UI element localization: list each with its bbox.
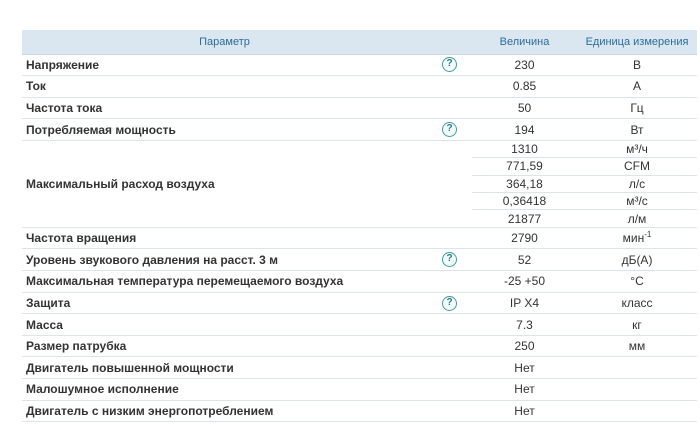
help-icon[interactable]: ? bbox=[442, 296, 457, 311]
param-name: Защита bbox=[22, 292, 427, 314]
param-name: Малошумное исполнение bbox=[22, 378, 427, 400]
param-unit: Вт bbox=[577, 119, 697, 141]
param-name: Двигатель повышенной мощности bbox=[22, 357, 427, 379]
param-value: 771,59 bbox=[472, 158, 577, 175]
param-unit bbox=[577, 400, 697, 422]
param-value: Нет bbox=[472, 400, 577, 422]
header-unit: Единица измерения bbox=[577, 30, 697, 54]
row-low-noise bbox=[22, 378, 697, 400]
param-unit: CFM bbox=[577, 158, 697, 175]
row-protection bbox=[22, 292, 697, 314]
param-value: Нет bbox=[472, 357, 577, 379]
param-unit: м³/с bbox=[577, 193, 697, 210]
param-unit: м³/ч bbox=[577, 140, 697, 157]
param-unit: А bbox=[577, 76, 697, 98]
param-value: IP X4 bbox=[472, 292, 577, 314]
param-name: Масса bbox=[22, 314, 427, 336]
param-value: 7.3 bbox=[472, 314, 577, 336]
spec-table bbox=[22, 30, 697, 422]
param-unit: л/м bbox=[577, 210, 697, 227]
param-value: 1310 bbox=[472, 140, 577, 157]
param-name: Двигатель с низким энергопотреблением bbox=[22, 400, 427, 422]
param-unit: мин$^{-1}$ bbox=[577, 227, 697, 249]
row-current bbox=[22, 76, 697, 98]
param-unit: класс bbox=[577, 292, 697, 314]
param-value: 21877 bbox=[472, 210, 577, 227]
row-max-temp bbox=[22, 271, 697, 293]
param-value: 0,36418 bbox=[472, 193, 577, 210]
param-name: Максимальный расход воздуха bbox=[22, 140, 427, 227]
row-duct-size bbox=[22, 335, 697, 357]
param-name: Напряжение bbox=[22, 54, 427, 76]
row-rotation bbox=[22, 227, 697, 249]
header-help-spacer bbox=[427, 30, 472, 54]
param-unit: л/с bbox=[577, 175, 697, 192]
param-value: 250 bbox=[472, 335, 577, 357]
param-value: 194 bbox=[472, 119, 577, 141]
param-unit bbox=[577, 378, 697, 400]
param-name: Уровень звукового давления на расст. 3 м bbox=[22, 249, 427, 271]
param-value: 52 bbox=[472, 249, 577, 271]
row-power bbox=[22, 119, 697, 141]
param-unit bbox=[577, 357, 697, 379]
param-name: Максимальная температура перемещаемого воздуха bbox=[22, 271, 427, 293]
param-unit: В bbox=[577, 54, 697, 76]
param-value: 2790 bbox=[472, 227, 577, 249]
param-name: Частота вращения bbox=[22, 227, 427, 249]
row-airflow bbox=[22, 140, 697, 157]
help-icon[interactable]: ? bbox=[442, 57, 457, 72]
row-mass bbox=[22, 314, 697, 336]
header-param: Параметр bbox=[22, 30, 427, 54]
row-high-power-motor bbox=[22, 357, 697, 379]
param-unit: Гц bbox=[577, 97, 697, 119]
param-value: 364,18 bbox=[472, 175, 577, 192]
param-name: Потребляемая мощность bbox=[22, 119, 427, 141]
param-unit: мм bbox=[577, 335, 697, 357]
help-icon[interactable]: ? bbox=[442, 252, 457, 267]
header-value: Величина bbox=[472, 30, 577, 54]
param-name: Частота тока bbox=[22, 97, 427, 119]
param-unit: °С bbox=[577, 271, 697, 293]
param-value: 0.85 bbox=[472, 76, 577, 98]
row-low-energy-motor bbox=[22, 400, 697, 422]
param-value: -25 +50 bbox=[472, 271, 577, 293]
param-value: 50 bbox=[472, 97, 577, 119]
param-name: Размер патрубка bbox=[22, 335, 427, 357]
help-icon[interactable]: ? bbox=[442, 122, 457, 137]
param-unit: кг bbox=[577, 314, 697, 336]
row-voltage bbox=[22, 54, 697, 76]
param-value: Нет bbox=[472, 378, 577, 400]
param-value: 230 bbox=[472, 54, 577, 76]
table-header-row bbox=[22, 30, 697, 54]
row-noise bbox=[22, 249, 697, 271]
param-name: Ток bbox=[22, 76, 427, 98]
param-unit: дБ(А) bbox=[577, 249, 697, 271]
row-frequency bbox=[22, 97, 697, 119]
